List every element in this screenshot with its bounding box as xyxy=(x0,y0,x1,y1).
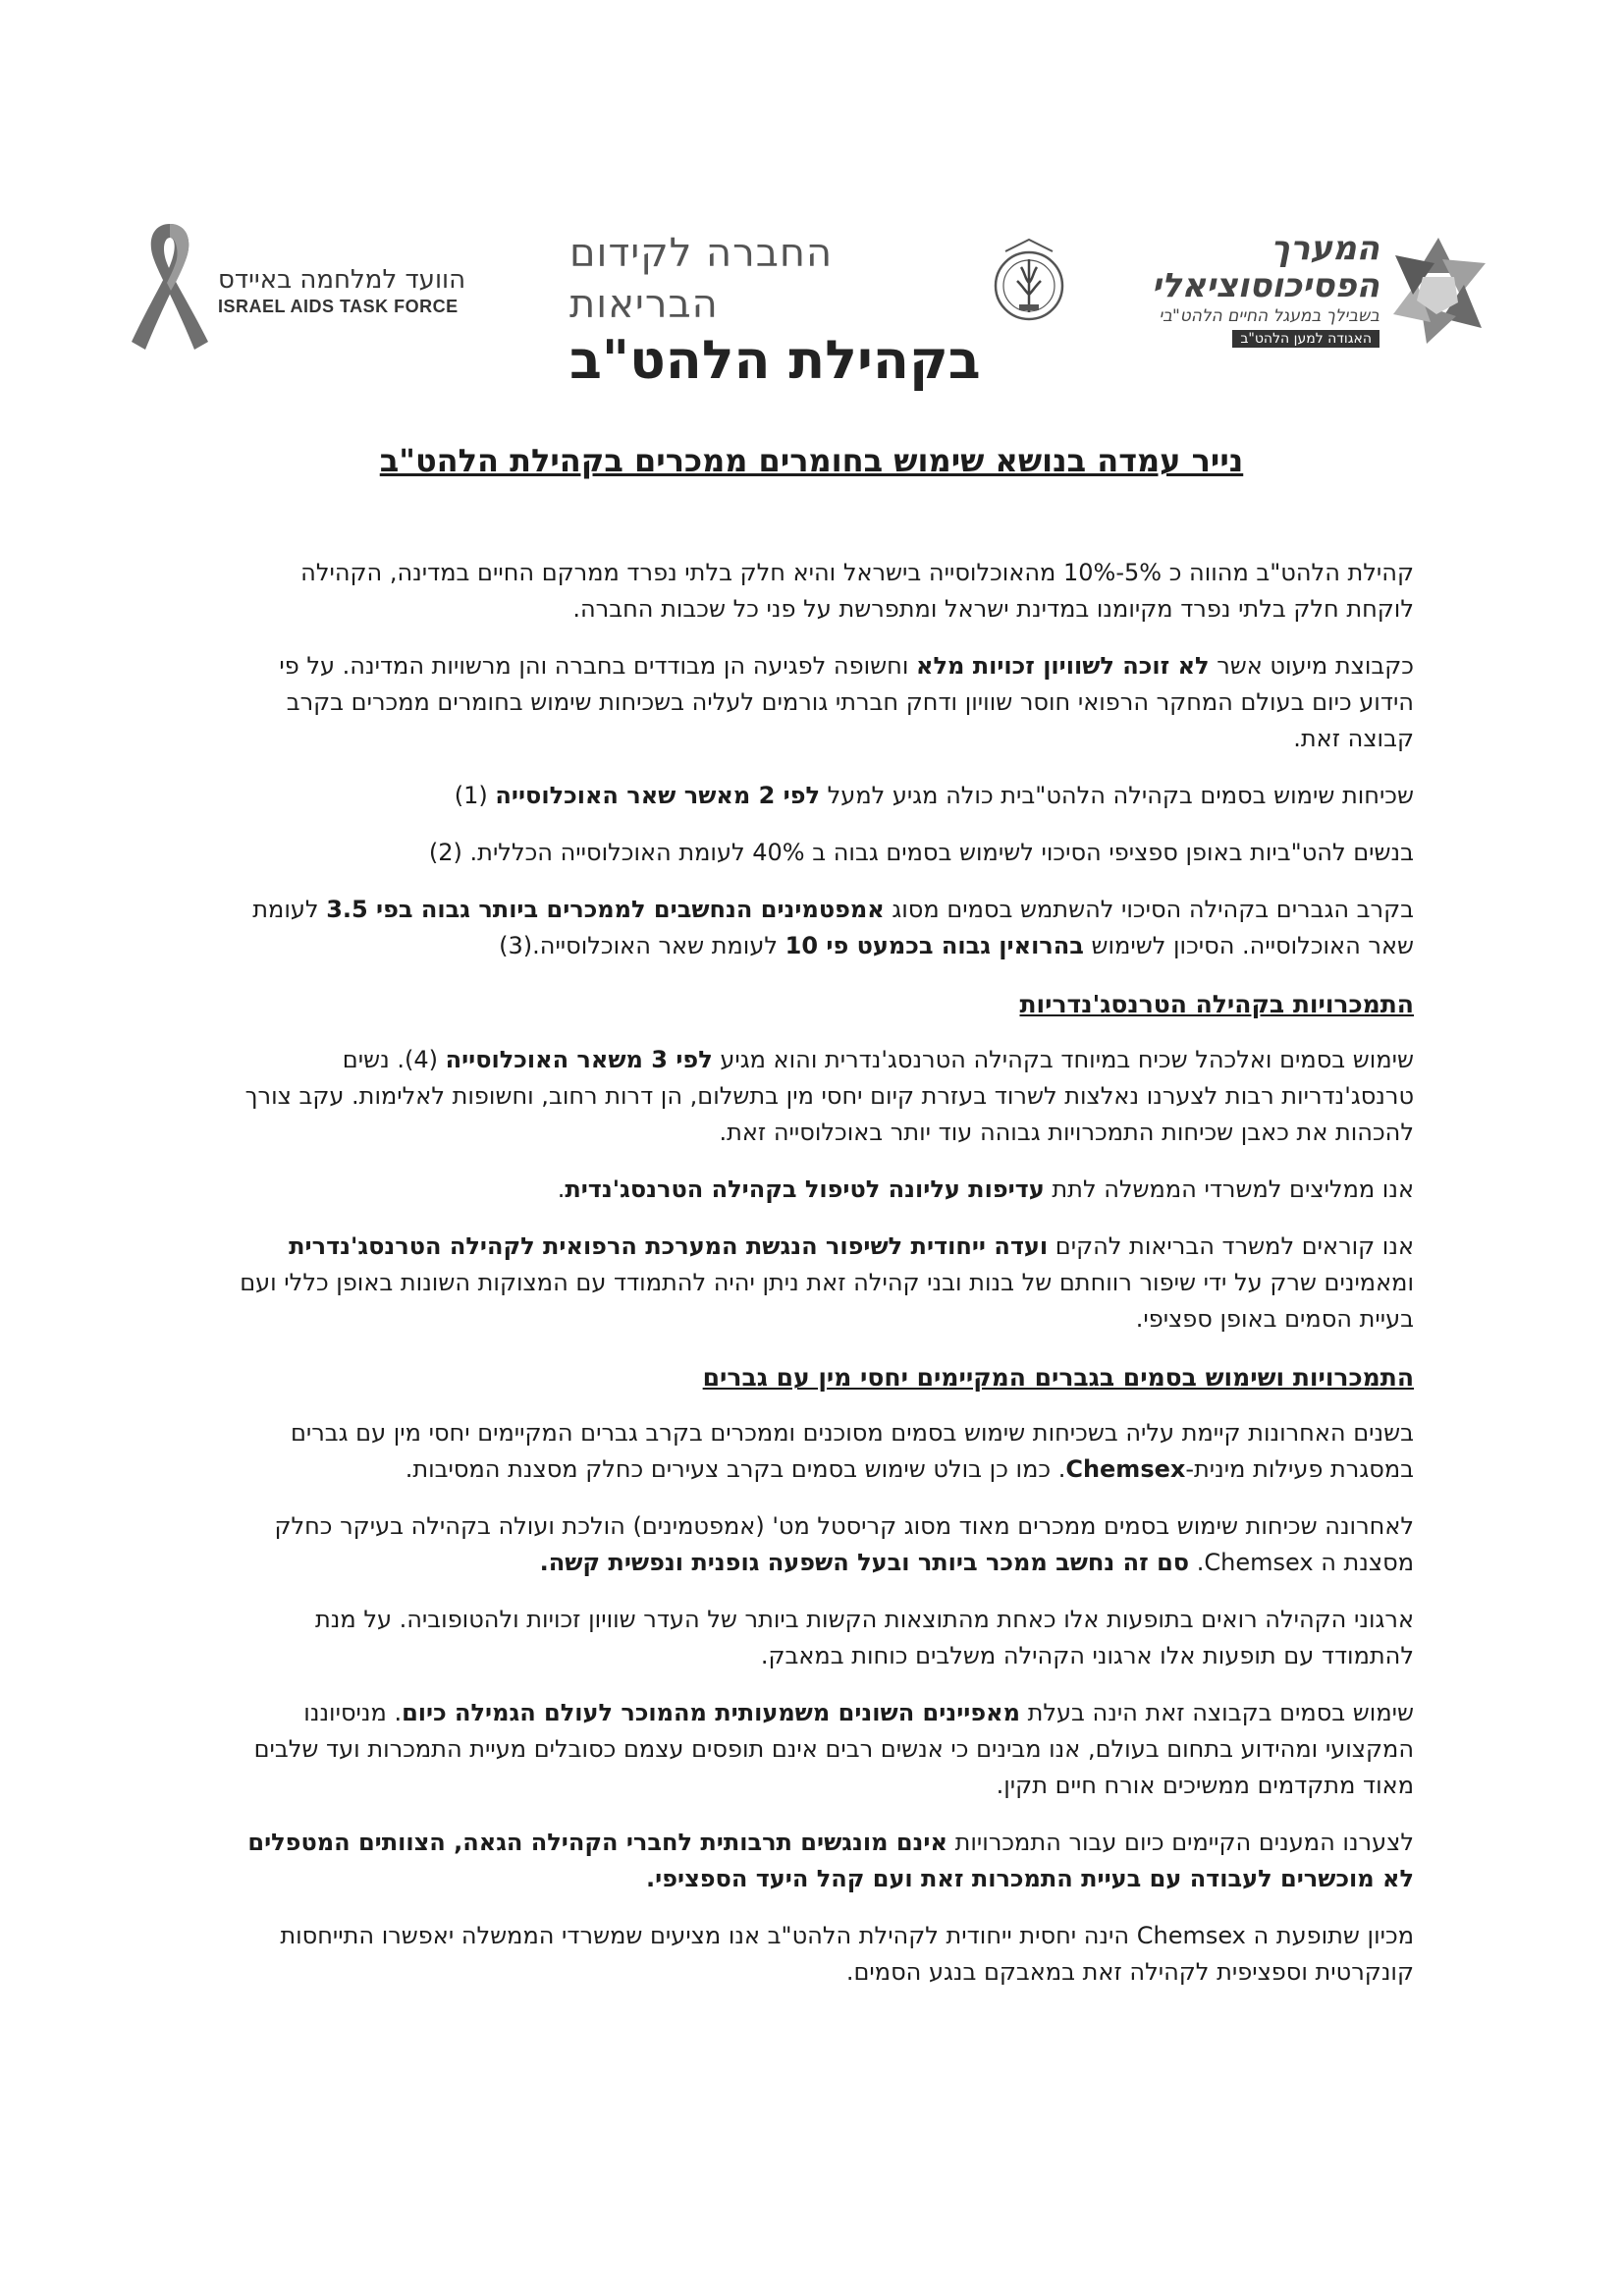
psychosocial-system-logo xyxy=(1134,228,1488,355)
health-society-line1: החברה לקידום הבריאות xyxy=(569,231,834,327)
paragraph-3: שכיחות שימוש בסמים בקהילה הלהט"בית כולה מגיע למעל לפי 2 מאשר שאר האוכלוסייה (1) xyxy=(454,782,1414,809)
paragraph-2-bold: לא זוכה לשוויון זכויות מלא xyxy=(915,652,1210,680)
psychosocial-line2: הפסיכוסוציאלי xyxy=(1151,266,1380,305)
paragraph-11: ארגוני הקהילה רואים בתופעות אלו כאחת מהתוצאות הקשות ביותר של העדר שוויון זכויות ולהטופוביה. על מנת להתמודד עם תופעות אלו ארגוני הקהילה משלבים כוחות במאבק. xyxy=(315,1606,1414,1669)
paragraph-9: בשנים האחרונות קיימת עליה בשכיחות שימוש בסמים מסוכנים וממכרים בקרב גברים המקיימים יחסי מין עם גברים במסגרת פעילות מינית-Chemsex. כמו כן בולט שימוש בסמים בקרב צעירים כחלק מסצנת המסיבות. xyxy=(290,1419,1414,1483)
psychosocial-org-banner: האגודה למען הלהט"ב xyxy=(1232,330,1380,348)
health-society-line2: בקהילת הלהט"ב xyxy=(569,329,981,391)
paragraph-10-bold: סם זה נחשב ממכר ביותר ובעל השפעה גופנית ונפשית קשה. xyxy=(539,1549,1190,1576)
paragraph-7: אנו ממליצים למשרדי הממשלה לתת עדיפות עליונה לטיפול בקהילה הטרנסג'נדית. xyxy=(557,1175,1414,1203)
health-promotion-society-logo xyxy=(569,228,1090,391)
paragraph-8-bold: ועדה ייחודית לשיפור הנגשת המערכת הרפואית לקהילה הטרנסג'נדרית xyxy=(289,1232,1049,1260)
paragraph-7-bold: עדיפות עליונה לטיפול בקהילה הטרנסג'נדית xyxy=(565,1175,1045,1203)
paragraph-10: לאחרונה שכיחות שימוש בסמים ממכרים מאוד מסוג קריסטל מט' (אמפטמינים) הולכת ועולה בקהילה בעיקר כחלק מסצנת ה Chemsex. סם זה נחשב ממכר ביותר ובעל השפעה גופנית ונפשית קשה. xyxy=(274,1512,1414,1576)
paragraph-12: שימוש בסמים בקבוצה זאת הינה בעלת מאפיינים השונים משמעותית מהמוכר לעולם הגמילה כיום. מניסיוננו המקצועי ומהידוע בתחום בעולם, אנו מבינים כי אנשים רבים אינם תופסים עצמם כסובלים מעיית התמכרות ועד שלבים מאוד מתקדמים ממשיכים אורח חיים תקין. xyxy=(253,1699,1414,1799)
paragraph-13-bold: אינם מונגשים תרבותית לחברי הקהילה הגאה, הצוותים המטפלים לא מוכשרים לעבודה עם בעיית התמכרות זאת ועם קהל היעד הספציפי. xyxy=(247,1829,1414,1892)
paragraph-4: בנשים להט"ביות באופן ספציפי הסיכוי לשימוש בסמים גבוה ב 40% לעומת האוכלוסייה הכללית. (2) xyxy=(428,839,1414,866)
paragraph-13: לצערנו המענים הקיימים כיום עבור התמכרויות אינם מונגשים תרבותית לחברי הקהילה הגאה, הצוותים המטפלים לא מוכשרים לעבודה עם בעיית התמכרות זאת ועם קהל היעד הספציפי. xyxy=(247,1829,1414,1892)
paragraph-6-bold: לפי 3 משאר האוכלוסייה xyxy=(445,1046,713,1073)
paragraph-6: שימוש בסמים ואלכהל שכיח במיוחד בקהילה הטרנסג'נדרית והוא מגיע לפי 3 משאר האוכלוסייה (4). נשים טרנסג'נדריות רבות לצערנו נאלצות לשרוד בעזרת קיום יחסי מין בתשלום, הן דרות רחוב, וחשופות לאלימות. עקב צורך להכהות את כאבן שכיחות התמכרויות גבוהה עוד יותר באוכלוסייה זאת. xyxy=(244,1046,1414,1146)
ribbon-icon xyxy=(128,218,212,355)
paragraph-1: קהילת הלהט"ב מהווה כ 5%-10% מהאוכלוסייה בישראל והיא חלק בלתי נפרד ממרקם החיים במדינה, הקהילה לוקחת חלק בלתי נפרד מקיומנו במדינת ישראל ומתפרשת על פני כל שכבות החברה. xyxy=(300,559,1414,623)
star-mark-icon xyxy=(1387,234,1489,348)
israel-aids-task-force-logo xyxy=(128,218,481,365)
emblem-icon xyxy=(992,232,1066,340)
aids-task-force-name-he: הוועד למלחמה באיידס xyxy=(218,265,466,295)
paragraph-2: כקבוצת מיעוט אשר לא זוכה לשוויון זכויות מלא וחשופה לפגיעה הן מבודדים בחברה והן מרשויות המדינה. על פי הידוע כיום בעולם המחקר הרפואי חוסר שוויון ודחק חברתי גורמים לעליה בשכיחות שימוש בחומרים ממכרים בקרב קבוצה זאת. xyxy=(279,652,1414,752)
paragraph-5-bold-2: בהרואין גבוה בכמעט פי 10 xyxy=(784,932,1084,959)
paragraph-12-bold: מאפיינים השונים משמעותית מהמוכר לעולם הגמילה כיום xyxy=(402,1699,1020,1726)
section-heading-transgender: התמכרויות בקהילה הטרנסג'נדריות xyxy=(1019,990,1414,1018)
document-body xyxy=(228,555,1414,2011)
document-title: נייר עמדה בנושא שימוש בחומרים ממכרים בקהילת הלהט"ב xyxy=(379,442,1244,479)
aids-task-force-name-en: ISRAEL AIDS TASK FORCE xyxy=(218,297,459,316)
psychosocial-tagline: בשבילך במעגל החיים הלהט"בי xyxy=(1159,306,1380,326)
paragraph-8: אנו קוראים למשרד הבריאות להקים ועדה ייחודית לשיפור הנגשת המערכת הרפואית לקהילה הטרנסג'נדרית ומאמינים שרק על ידי שיפור רווחתם של בנות ובני קהילה זאת ניתן יהיה להתמודד עם המצוקות השונות באופן כללי ועם בעיית הסמים באופן ספציפי. xyxy=(240,1232,1414,1333)
paragraph-14: מכיון שתופעת ה Chemsex הינה יחסית ייחודית לקהילת הלהט"ב אנו מציעים שמשרדי הממשלה יאפשרו התייחסות קונקרטית וספציפית לקהילה זאת במאבקם בנגע הסמים. xyxy=(280,1922,1414,1986)
section-heading-msm: התמכרויות ושימוש בסמים בגברים המקיימים יחסי מין עם גברים xyxy=(702,1363,1414,1392)
psychosocial-line1: המערך xyxy=(1271,229,1380,268)
paragraph-5-bold-1: אמפטמינים הנחשבים לממכרים ביותר גבוה בפי 3.5 xyxy=(326,896,885,923)
paragraph-9-bold: Chemsex xyxy=(1065,1455,1186,1483)
paragraph-3-bold: לפי 2 מאשר שאר האוכלוסייה xyxy=(495,782,821,809)
paragraph-5: בקרב הגברים בקהילה הסיכוי להשתמש בסמים מסוג אמפטמינים הנחשבים לממכרים ביותר גבוה בפי 3.5 לעומת שאר האוכלוסייה. הסיכון לשימוש בהרואין גבוה בכמעט פי 10 לעומת שאר האוכלוסייה.(3) xyxy=(252,896,1414,959)
